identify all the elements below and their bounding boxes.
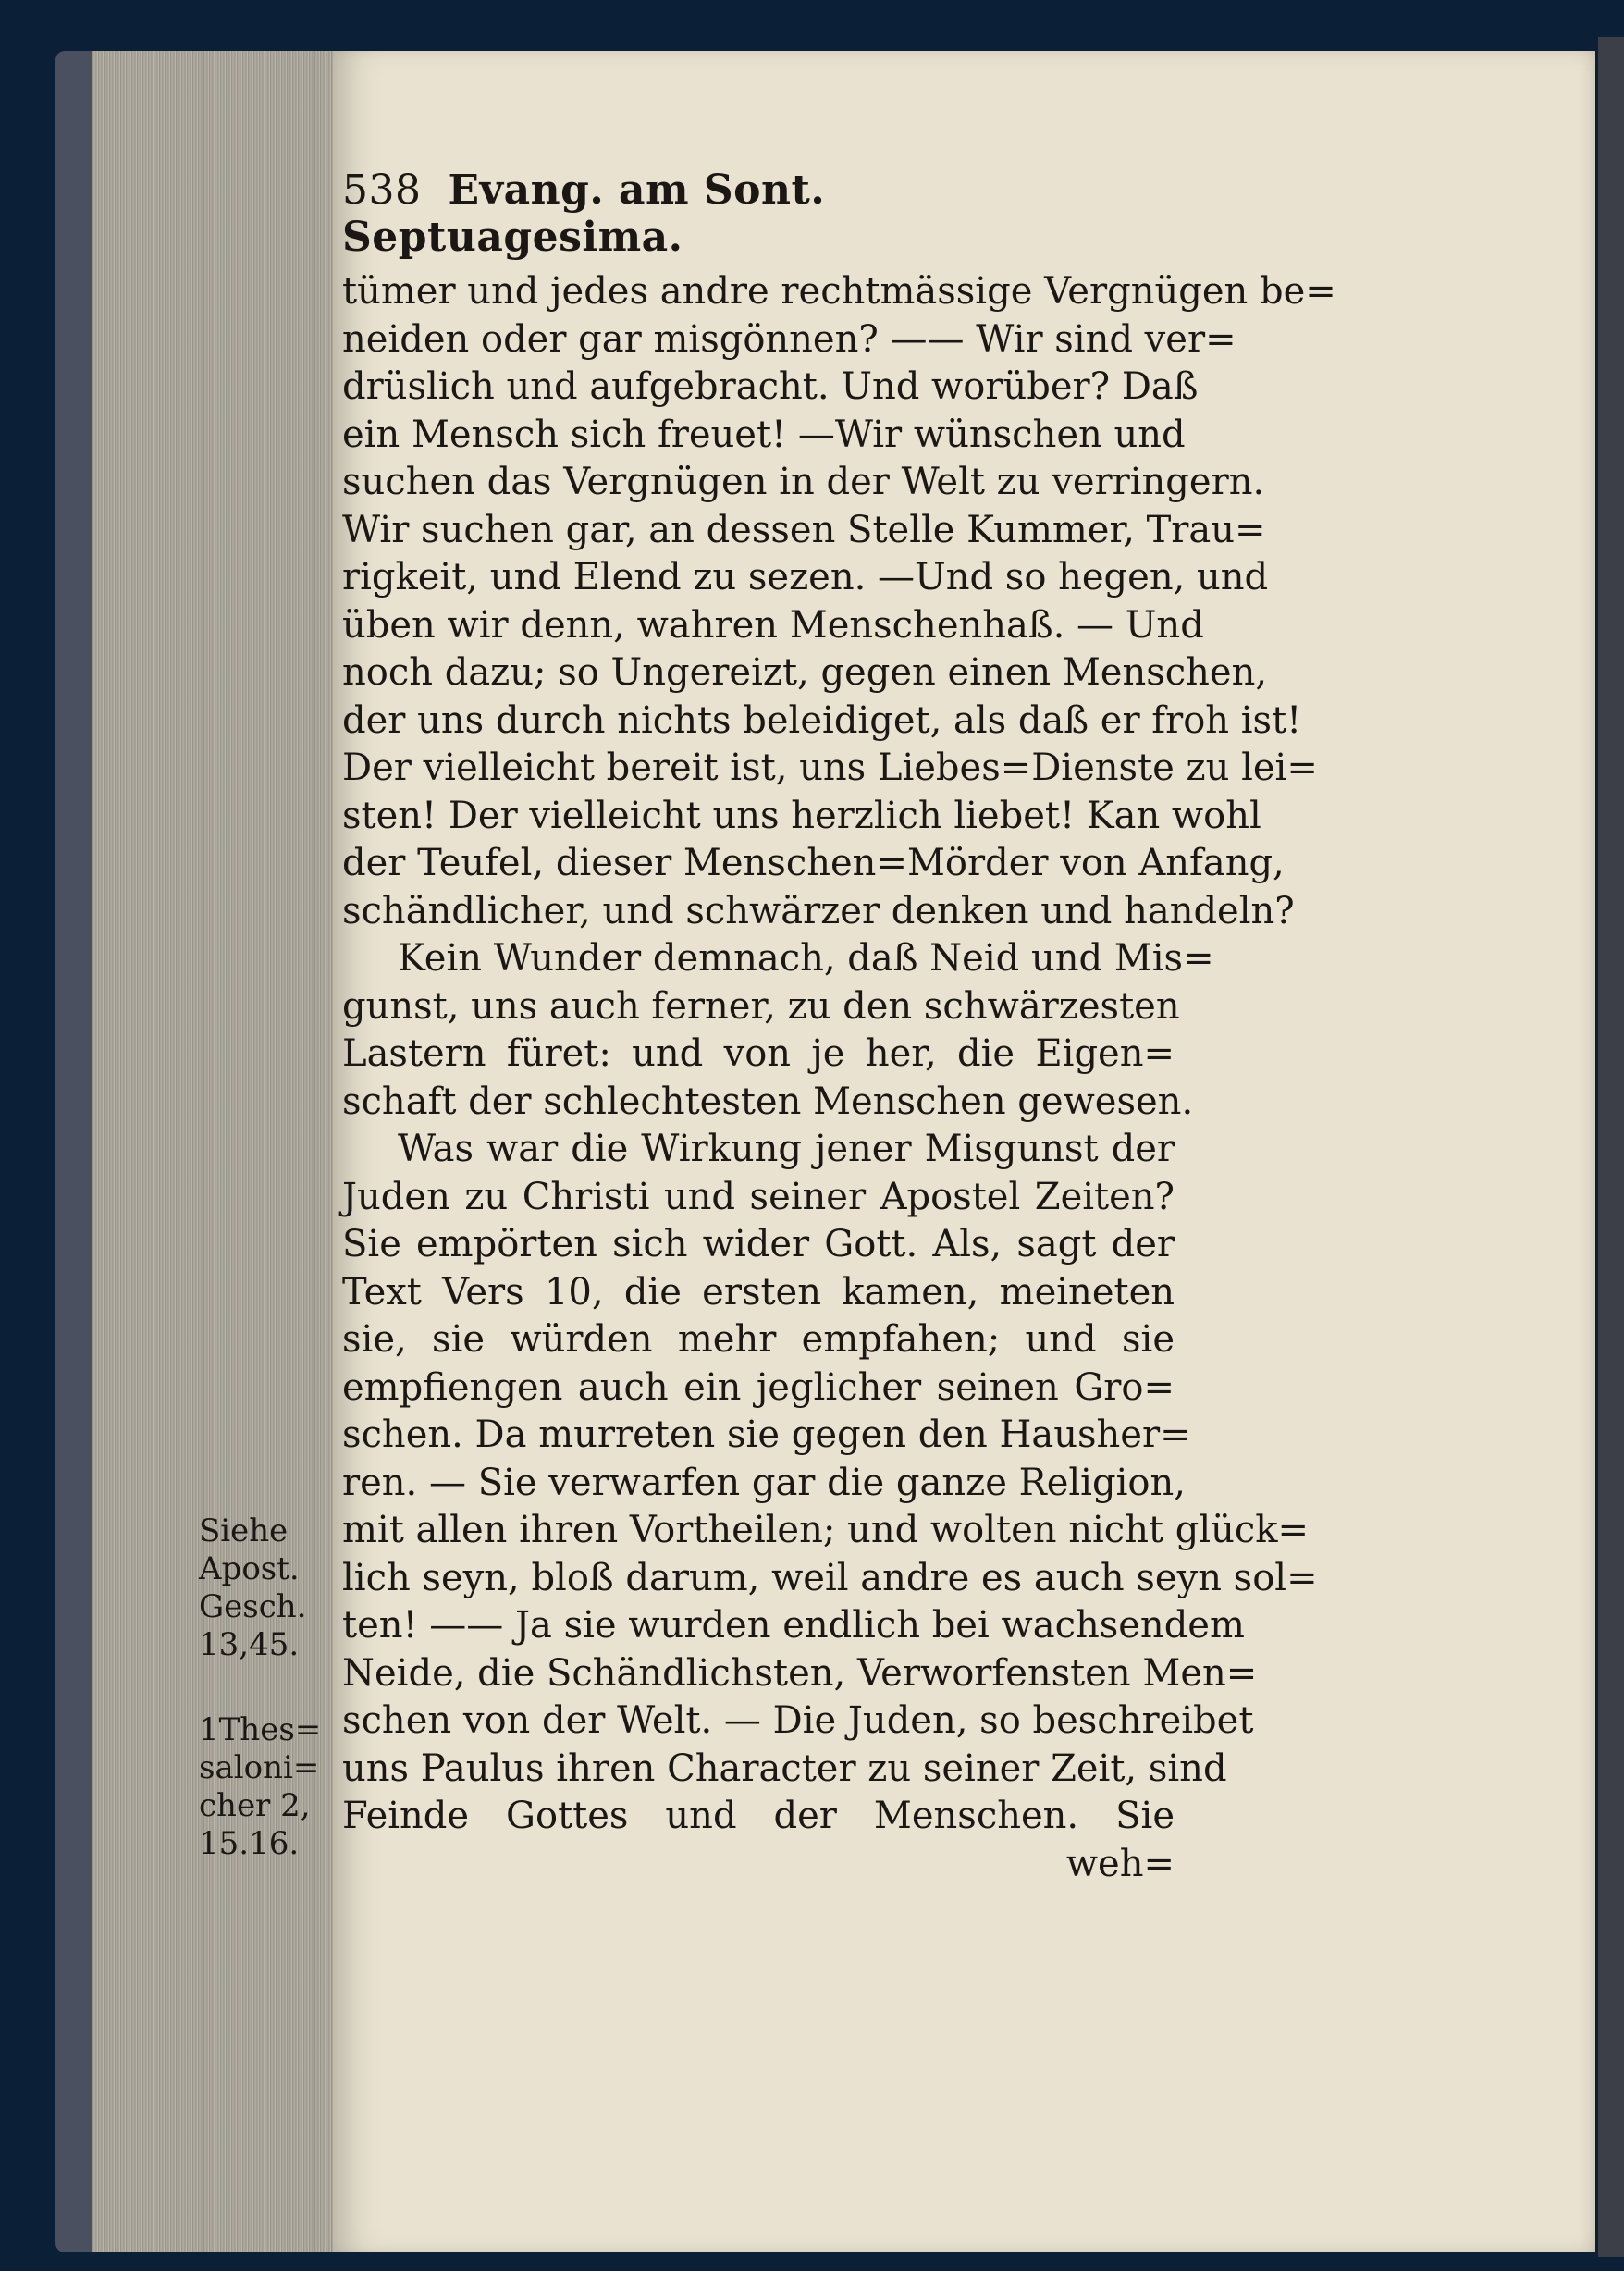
margin-note-line: 15.16. xyxy=(199,1825,300,1862)
text-line: Kein Wunder demnach, daß Neid und Mis= xyxy=(398,937,1214,980)
margin-note-line: Gesch. xyxy=(199,1588,307,1625)
text-line: Feinde Gottes und der Menschen. Sie xyxy=(342,1795,1175,1837)
text-line: drüslich und aufgebracht. Und worüber? Daß xyxy=(342,365,1199,408)
text-line: neiden oder gar misgönnen? —— Wir sind ver= xyxy=(342,317,1236,361)
page-number: 538 xyxy=(342,167,422,214)
text-line: uns Paulus ihren Character zu seiner Zeit, sind xyxy=(342,1746,1227,1790)
text-line: Neide, die Schändlichsten, Verworfensten Men= xyxy=(342,1651,1258,1695)
body-text xyxy=(342,268,1336,1888)
text-line: üben wir denn, wahren Menschenhaß. — Und xyxy=(342,603,1204,647)
text-line: schändlicher, und schwärzer denken und handeln? xyxy=(342,889,1295,932)
text-line: schen. Da murreten sie gegen den Hausher= xyxy=(342,1413,1191,1456)
text-line: empfiengen auch ein jeglicher seinen Gro= xyxy=(342,1365,1175,1409)
text-line: mit allen ihren Vortheilen; und wolten nicht glück= xyxy=(342,1509,1310,1551)
text-line: Sie empörten sich wider Gott. Als, sagt der xyxy=(342,1223,1175,1265)
text-line: Text Vers 10, die ersten kamen, meineten xyxy=(342,1270,1175,1314)
text-line: lich seyn, bloß darum, weil andre es auch seyn sol= xyxy=(342,1556,1318,1599)
text-line: der uns durch nichts beleidiget, als daß er froh ist! xyxy=(342,698,1302,742)
text-line: noch dazu; so Ungereizt, gegen einen Menschen, xyxy=(342,651,1268,694)
text-line: schaft der schlechtesten Menschen gewesen. xyxy=(342,1080,1194,1123)
text-line: suchen das Vergnügen in der Welt zu verringern. xyxy=(342,461,1265,503)
running-title: Evang. am Sont. Septuagesima. xyxy=(342,167,826,261)
text-line: Juden zu Christi und seiner Apostel Zeiten? xyxy=(342,1175,1175,1218)
margin-note-acts xyxy=(199,1512,328,1664)
margin-note-line: cher 2, xyxy=(199,1787,311,1824)
catchword: weh= xyxy=(1065,1842,1175,1885)
page-header xyxy=(342,167,1175,261)
margin-note-line: Siehe xyxy=(199,1512,289,1549)
margin-note-line: saloni= xyxy=(199,1749,320,1786)
text-line: schen von der Welt. — Die Juden, so beschreibet xyxy=(342,1699,1254,1742)
book-page-edges xyxy=(55,51,333,2252)
text-line: gunst, uns auch ferner, zu den schwärzesten xyxy=(342,984,1180,1028)
book-cover-edge xyxy=(1598,37,1624,2257)
text-line: tümer und jedes andre rechtmässige Vergnügen be= xyxy=(342,270,1336,313)
text-line: Der vielleicht bereit ist, uns Liebes=Dienste zu lei= xyxy=(342,747,1318,789)
text-line: der Teufel, dieser Menschen=Mörder von Anfang, xyxy=(342,842,1285,884)
text-line: ein Mensch sich freuet! —Wir wünschen und xyxy=(342,413,1186,456)
text-line: rigkeit, und Elend zu sezen. —Und so hegen, und xyxy=(342,556,1269,599)
margin-note-line: 13,45. xyxy=(199,1626,300,1663)
text-line: ren. — Sie verwarfen gar die ganze Religion, xyxy=(342,1461,1186,1504)
text-line: Wir suchen gar, an dessen Stelle Kummer, Trau= xyxy=(342,508,1266,551)
text-line: sie, sie würden mehr empfahen; und sie xyxy=(342,1318,1175,1361)
margin-note-thessalonians xyxy=(199,1711,328,1863)
margin-note-line: Apost. xyxy=(199,1550,300,1587)
text-line: sten! Der vielleicht uns herzlich liebet! Kan wohl xyxy=(342,794,1261,837)
margin-note-line: 1Thes= xyxy=(199,1711,322,1748)
text-line: Was war die Wirkung jener Misgunst der xyxy=(398,1128,1175,1170)
text-line: ten! —— Ja sie wurden endlich bei wachsendem xyxy=(342,1604,1245,1647)
text-line: Lastern füret: und von je her, die Eigen= xyxy=(342,1032,1175,1075)
